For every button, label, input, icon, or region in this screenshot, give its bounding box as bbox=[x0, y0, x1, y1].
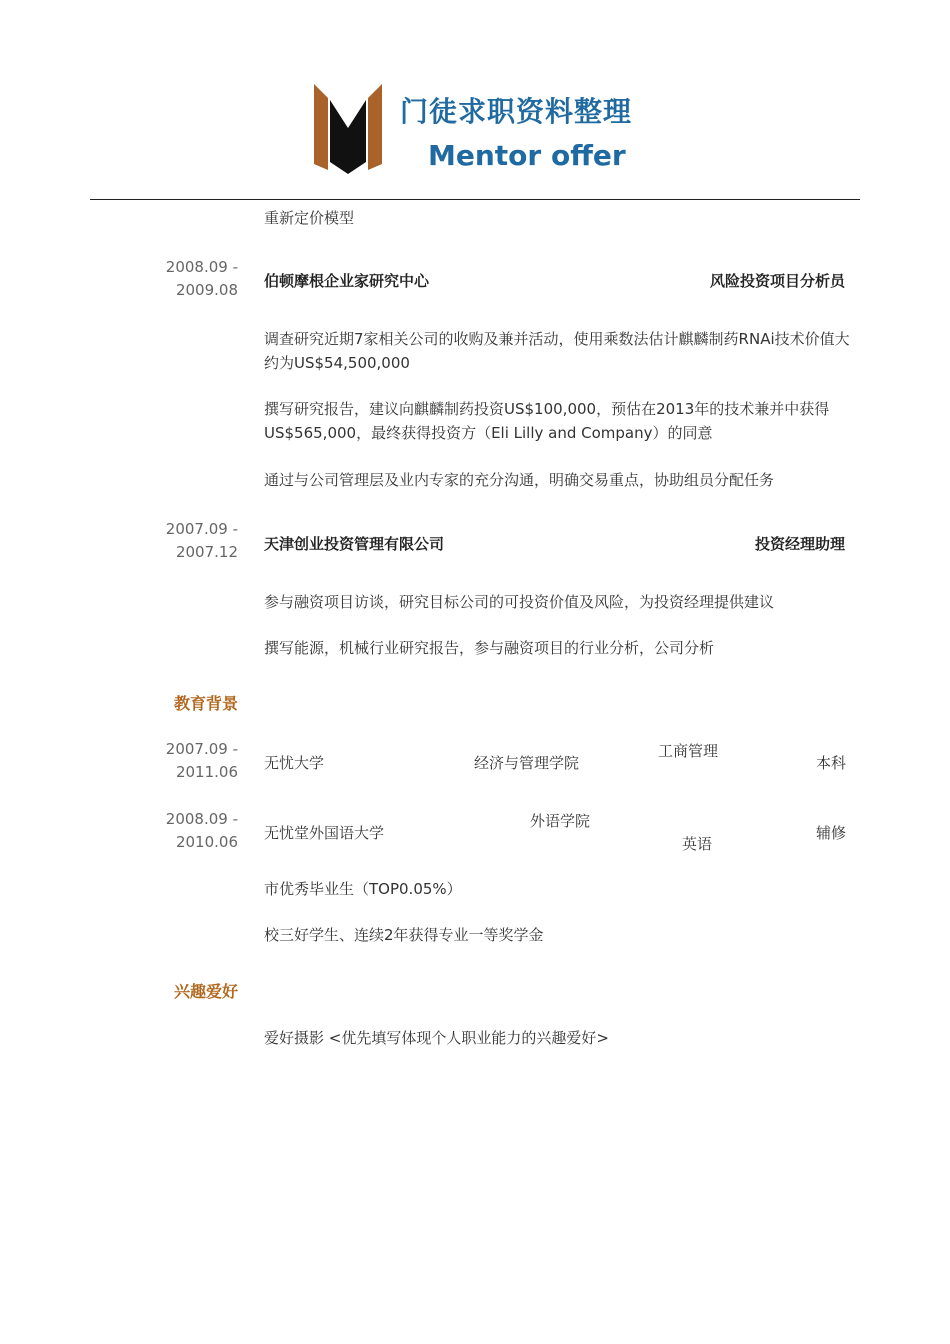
mentor-logo-icon bbox=[314, 84, 382, 174]
date-end: 2010.06 bbox=[175, 833, 238, 851]
experience-1-bullet-3: 通过与公司管理层及业内专家的充分沟通，明确交易重点，协助组员分配任务 bbox=[264, 471, 775, 489]
section-title-education: 教育背景 bbox=[173, 694, 238, 713]
education-honor-1: 市优秀毕业生（TOP0.05%） bbox=[264, 880, 462, 898]
continuation-text: 重新定价模型 bbox=[264, 209, 355, 227]
education-2-date bbox=[120, 808, 238, 854]
section-title-hobbies: 兴趣爱好 bbox=[173, 982, 238, 1001]
date-start: 2007.09 - bbox=[165, 740, 238, 758]
date-start: 2007.09 - bbox=[165, 520, 238, 538]
education-2-college: 外语学院 bbox=[530, 812, 591, 830]
education-honor-2: 校三好学生、连续2年获得专业一等奖学金 bbox=[264, 926, 544, 944]
logo-chinese-text: 门徒求职资料整理 bbox=[400, 95, 633, 128]
education-2-degree: 辅修 bbox=[815, 824, 846, 842]
experience-2-bullet-1: 参与融资项目访谈，研究目标公司的可投资价值及风险，为投资经理提供建议 bbox=[264, 593, 775, 611]
experience-1-org: 伯顿摩根企业家研究中心 bbox=[264, 272, 430, 290]
education-1-school: 无忧大学 bbox=[264, 754, 325, 772]
header-divider bbox=[90, 199, 860, 200]
education-1-major: 工商管理 bbox=[658, 742, 719, 760]
experience-1-role: 风险投资项目分析员 bbox=[709, 272, 845, 290]
logo-english-text: Mentor offer bbox=[428, 139, 626, 172]
date-end: 2009.08 bbox=[175, 281, 238, 299]
education-1-date bbox=[120, 738, 238, 784]
education-2-school: 无忧堂外国语大学 bbox=[264, 824, 385, 842]
experience-2-role: 投资经理助理 bbox=[754, 535, 845, 553]
experience-2-org: 天津创业投资管理有限公司 bbox=[264, 535, 445, 553]
experience-2-bullet-2: 撰写能源，机械行业研究报告，参与融资项目的行业分析，公司分析 bbox=[264, 639, 715, 657]
date-start: 2008.09 - bbox=[165, 258, 238, 276]
experience-1-bullet-2: 撰写研究报告，建议向麒麟制药投资US$100,000，预估在2013年的技术兼并中获得US$565,000，最终获得投资方（Eli Lilly and Company）的同意 bbox=[264, 400, 830, 442]
date-end: 2011.06 bbox=[175, 763, 238, 781]
date-start: 2008.09 - bbox=[165, 810, 238, 828]
education-1-college: 经济与管理学院 bbox=[474, 754, 580, 772]
experience-1-date bbox=[120, 256, 238, 302]
education-1-degree: 本科 bbox=[815, 754, 846, 772]
education-2-major: 英语 bbox=[682, 835, 713, 853]
date-end: 2007.12 bbox=[175, 543, 238, 561]
experience-1-bullet-1: 调查研究近期7家相关公司的收购及兼并活动，使用乘数法估计麒麟制药RNAi技术价值大约为US$54,500,000 bbox=[264, 330, 850, 372]
hobbies-text: 爱好摄影 <优先填写体现个人职业能力的兴趣爱好> bbox=[264, 1029, 609, 1047]
experience-2-date bbox=[120, 518, 238, 564]
